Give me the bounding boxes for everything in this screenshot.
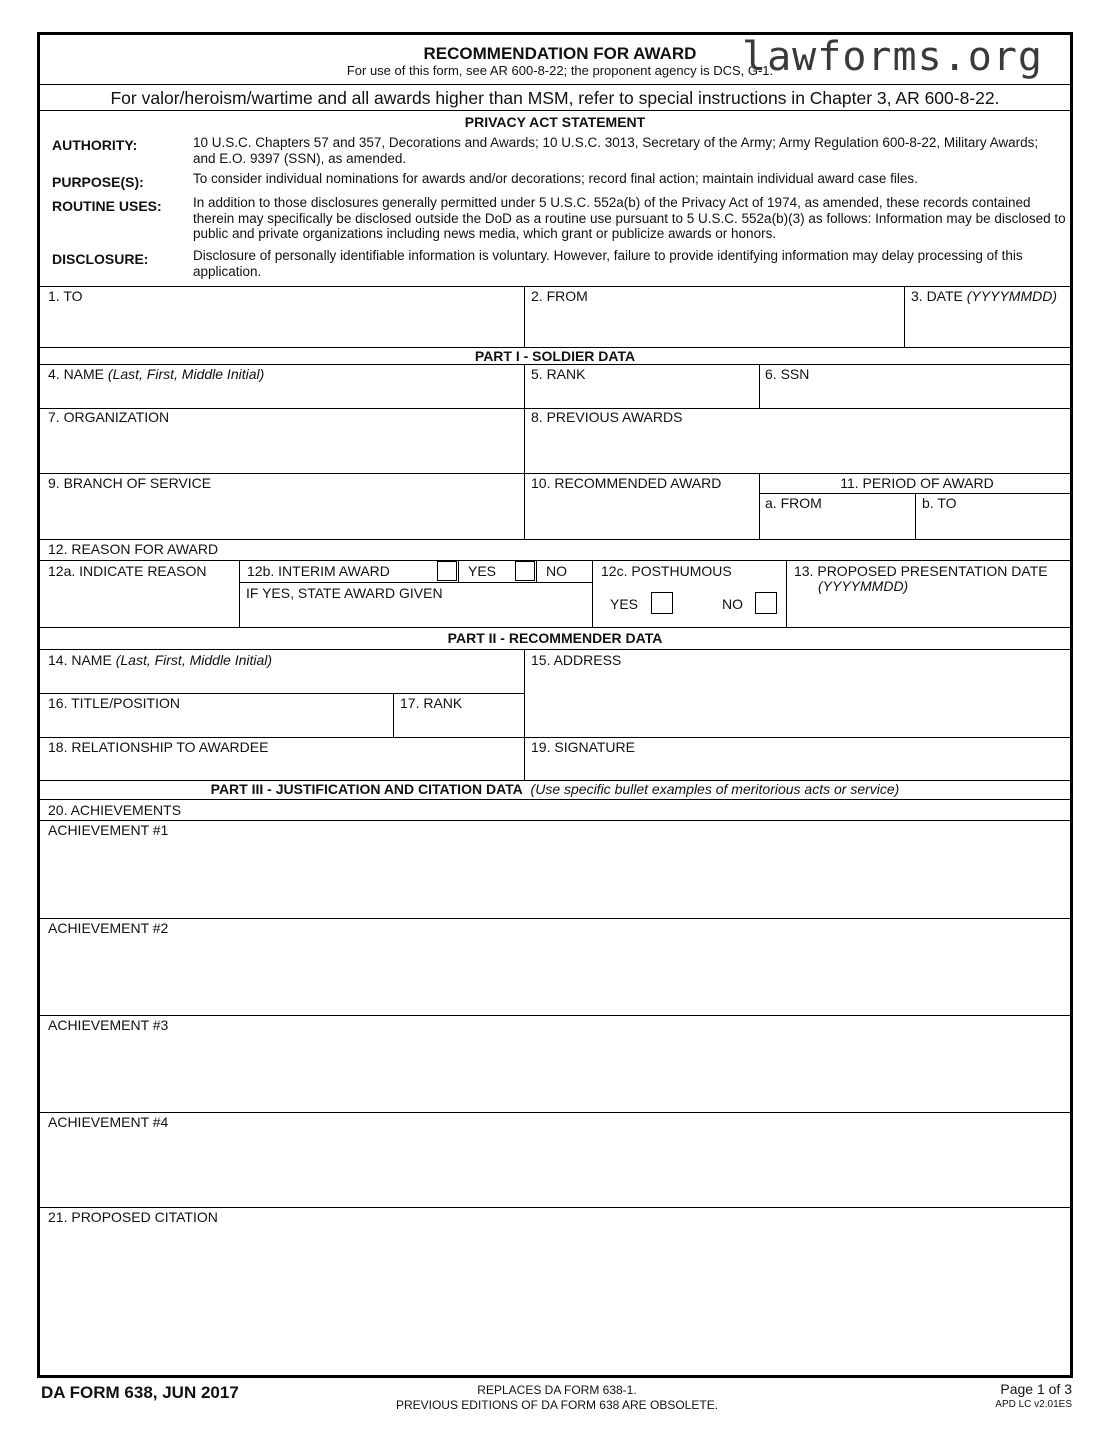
from-field[interactable]: [526, 306, 902, 345]
divider: [37, 364, 1073, 365]
posthumous-no-checkbox[interactable]: [755, 592, 777, 614]
interim-no-checkbox[interactable]: [515, 561, 535, 581]
routine-uses-text: In addition to those disclosures generally permitted under 5 U.S.C. 552a(b) of the Privacy Act of 1974, as amended, these records contained therein may specifically be disclosed outside the DoD as a routine use pursuant to 5 U.S.C. 552a(b)(3) as follows: Information may be disclosed to public and private organizations including news media, which grant or publicize awards or honors.: [193, 195, 1066, 241]
divider: [37, 110, 1073, 111]
rank-field[interactable]: [526, 384, 757, 407]
divider: [37, 1112, 1073, 1113]
presentation-date-label: 13. PROPOSED PRESENTATION DATE: [794, 563, 1048, 579]
relationship-label: 18. RELATIONSHIP TO AWARDEE: [48, 739, 269, 755]
signature-label: 19. SIGNATURE: [531, 739, 635, 755]
form-subtitle: For use of this form, see AR 600-8-22; the proponent agency is DCS, G-1.: [346, 63, 774, 78]
version-label: APD LC v2.01ES: [995, 1399, 1072, 1410]
divider: [37, 693, 524, 694]
divider: [759, 473, 760, 539]
period-from-label: a. FROM: [765, 495, 822, 511]
divider: [786, 560, 787, 627]
date-format: (YYYYMMDD): [966, 288, 1057, 304]
name-format: (Last, First, Middle Initial): [107, 366, 265, 382]
interim-yes-checkbox[interactable]: [437, 561, 457, 581]
divider: [37, 1207, 1073, 1208]
organization-label: 7. ORGANIZATION: [48, 409, 170, 425]
watermark-logo: lawforms.org: [742, 34, 1043, 80]
achievement-3-field[interactable]: [40, 1035, 1070, 1111]
recommender-name-label: [48, 652, 272, 668]
divider: [37, 1015, 1073, 1016]
divider: [37, 473, 1073, 474]
recommender-name-field[interactable]: [40, 670, 522, 692]
period-from-field[interactable]: [761, 513, 913, 538]
signature-field[interactable]: [526, 757, 1070, 779]
divider: [759, 364, 760, 408]
presentation-format-text: (YYYYMMDD): [818, 578, 909, 594]
indicate-reason-field[interactable]: [42, 582, 237, 625]
presentation-date-field[interactable]: [788, 597, 1070, 625]
organization-field[interactable]: [40, 428, 522, 472]
achievement-2-field[interactable]: [40, 938, 1070, 1014]
divider: [536, 560, 537, 582]
recommender-name-text: 14. NAME: [48, 652, 112, 668]
divider: [592, 560, 593, 627]
purpose-text: To consider individual nominations for awards and/or decorations; record final action; maintain individual award case files.: [193, 171, 918, 186]
divider: [524, 364, 525, 539]
rank-label: 5. RANK: [531, 366, 586, 382]
address-label: 15. ADDRESS: [531, 652, 622, 668]
divider: [37, 799, 1073, 800]
period-to-field[interactable]: [917, 513, 1070, 538]
posthumous-yes-checkbox[interactable]: [651, 592, 673, 614]
divider: [37, 286, 1073, 287]
authority-text: 10 U.S.C. Chapters 57 and 357, Decorations and Awards; 10 U.S.C. 3013, Secretary of the Army; Army Regulation 600-8-22, Military Awards; and E.O. 9397 (SSN), as amended.: [193, 135, 1039, 166]
replaces-note: REPLACES DA FORM 638-1.: [477, 1383, 637, 1397]
divider: [524, 286, 525, 347]
posthumous-no-label: NO: [722, 596, 743, 612]
if-yes-label: IF YES, STATE AWARD GIVEN: [246, 585, 443, 601]
posthumous-yes-label: YES: [610, 596, 639, 612]
part1-heading: PART I - SOLDIER DATA: [474, 348, 636, 364]
from-label: 2. FROM: [531, 288, 588, 304]
divider: [759, 493, 1073, 494]
divider: [239, 582, 592, 583]
name-label-text: 4. NAME: [48, 366, 105, 382]
achievement-3-label: ACHIEVEMENT #3: [48, 1017, 169, 1033]
privacy-heading: PRIVACY ACT STATEMENT: [464, 114, 646, 130]
name-field[interactable]: [40, 384, 522, 407]
divider: [37, 627, 1073, 628]
interim-yes-label: YES: [468, 563, 497, 579]
divider: [37, 737, 1073, 738]
part3-note: (Use specific bullet examples of meritorious acts or service): [530, 781, 900, 797]
recommender-rank-field[interactable]: [395, 714, 522, 736]
form-id: DA FORM 638, JUN 2017: [41, 1383, 239, 1402]
purpose-label: PURPOSE(S):: [52, 174, 144, 190]
divider: [915, 493, 916, 539]
obsolete-note: PREVIOUS EDITIONS OF DA FORM 638 ARE OBSOLETE.: [395, 1398, 719, 1412]
achievement-1-field[interactable]: [40, 840, 1070, 917]
disclosure-text: Disclosure of personally identifiable information is voluntary. However, failure to provide identifying information may delay processing of this application.: [193, 248, 1023, 279]
date-label-text: 3. DATE: [911, 288, 963, 304]
divider: [37, 918, 1073, 919]
period-to-label: b. TO: [922, 495, 957, 511]
date-field[interactable]: [906, 306, 1070, 345]
date-label: [911, 288, 1057, 304]
divider: [37, 84, 1073, 85]
recommended-award-field[interactable]: [526, 494, 757, 538]
achievement-4-label: ACHIEVEMENT #4: [48, 1114, 169, 1130]
routine-uses-label: ROUTINE USES:: [52, 198, 162, 214]
part3-heading: [40, 781, 1070, 797]
recommended-award-label: 10. RECOMMENDED AWARD: [531, 475, 722, 491]
recommender-name-format: (Last, First, Middle Initial): [115, 652, 273, 668]
interim-no-label: NO: [546, 563, 567, 579]
previous-awards-field[interactable]: [526, 428, 1070, 472]
divider: [239, 560, 240, 627]
form-title: RECOMMENDATION FOR AWARD: [423, 44, 697, 63]
name-label: [48, 366, 264, 382]
part2-heading: PART II - RECOMMENDER DATA: [447, 630, 663, 646]
achievement-4-field[interactable]: [40, 1132, 1070, 1206]
ssn-field[interactable]: [761, 384, 1070, 407]
branch-field[interactable]: [40, 494, 522, 538]
proposed-citation-label: 21. PROPOSED CITATION: [48, 1209, 218, 1225]
achievements-label: 20. ACHIEVEMENTS: [48, 802, 182, 818]
divider: [37, 649, 1073, 650]
title-position-label: 16. TITLE/POSITION: [48, 695, 181, 711]
divider: [904, 286, 905, 347]
title-position-field[interactable]: [40, 714, 391, 736]
divider: [37, 539, 1073, 540]
divider: [393, 693, 394, 737]
page-number: Page 1 of 3: [1000, 1381, 1072, 1397]
achievement-1-label: ACHIEVEMENT #1: [48, 822, 169, 838]
divider: [524, 649, 525, 780]
branch-label: 9. BRANCH OF SERVICE: [48, 475, 212, 491]
period-label: 11. PERIOD OF AWARD: [840, 475, 994, 491]
interim-award-label: 12b. INTERIM AWARD: [247, 563, 390, 579]
to-label: 1. TO: [48, 288, 83, 304]
reason-label: 12. REASON FOR AWARD: [48, 541, 219, 557]
ssn-label: 6. SSN: [765, 366, 810, 382]
divider: [458, 560, 459, 582]
to-field[interactable]: [40, 306, 522, 345]
address-field[interactable]: [526, 670, 1070, 736]
special-instructions-notice: For valor/heroism/wartime and all awards higher than MSM, refer to special instructions in Chapter 3, AR 600-8-22.: [110, 88, 1000, 108]
proposed-citation-field[interactable]: [40, 1228, 1070, 1374]
divider: [37, 820, 1073, 821]
interim-award-given-field[interactable]: [241, 603, 590, 625]
part3-title: PART III - JUSTIFICATION AND CITATION DATA: [210, 781, 523, 797]
posthumous-label: 12c. POSTHUMOUS: [601, 563, 732, 579]
previous-awards-label: 8. PREVIOUS AWARDS: [531, 409, 683, 425]
disclosure-label: DISCLOSURE:: [52, 251, 149, 267]
recommender-rank-label: 17. RANK: [400, 695, 463, 711]
divider: [37, 560, 1073, 561]
relationship-field[interactable]: [40, 757, 522, 779]
authority-label: AUTHORITY:: [52, 137, 138, 153]
achievement-2-label: ACHIEVEMENT #2: [48, 920, 169, 936]
presentation-date-format: [818, 578, 908, 594]
indicate-reason-label: 12a. INDICATE REASON: [48, 563, 207, 579]
